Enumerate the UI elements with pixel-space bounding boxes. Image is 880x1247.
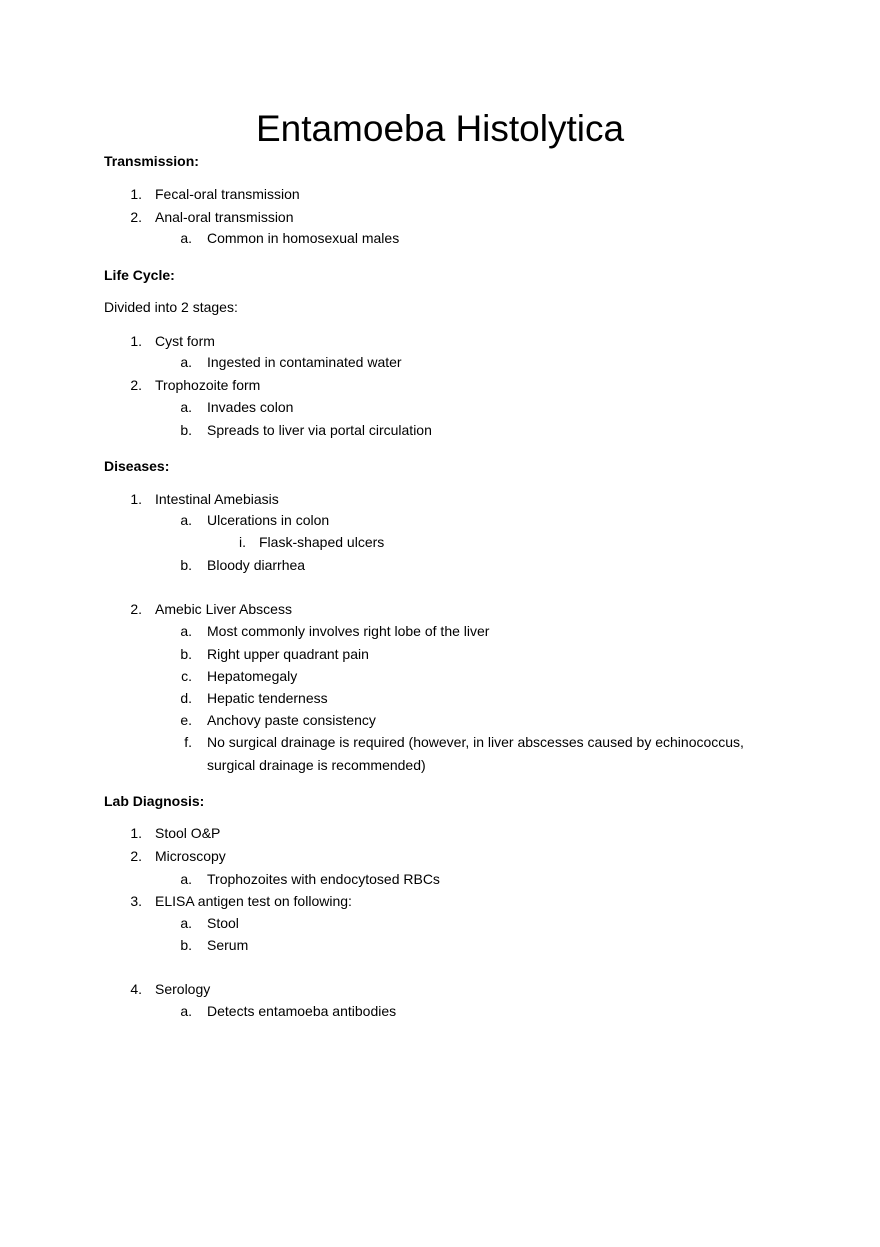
sub-list-marker: a. bbox=[180, 354, 192, 370]
sub-list-item: Detects entamoeba antibodies bbox=[207, 1003, 397, 1019]
sub-list-marker: b. bbox=[180, 422, 192, 438]
sub-list-item: Bloody diarrhea bbox=[207, 557, 306, 573]
list-item: Serology bbox=[155, 981, 211, 997]
list-marker: 1. bbox=[130, 491, 142, 507]
list-marker: 3. bbox=[130, 893, 142, 909]
sub-sub-list-item: Flask-shaped ulcers bbox=[259, 534, 385, 550]
sub-list-marker: b. bbox=[180, 937, 192, 953]
list-item: Trophozoite form bbox=[155, 377, 261, 393]
sub-list-marker: c. bbox=[181, 668, 192, 684]
sub-list-item: No surgical drainage is required (however, in liver abscesses caused by echinococcus, bbox=[207, 734, 744, 750]
list-marker: 2. bbox=[130, 848, 142, 864]
sub-list-item: Hepatomegaly bbox=[207, 668, 298, 684]
sub-list-marker: b. bbox=[180, 557, 192, 573]
list-marker: 1. bbox=[130, 333, 142, 349]
sub-list-item: Anchovy paste consistency bbox=[207, 712, 376, 728]
sub-list-item-continuation: surgical drainage is recommended) bbox=[207, 757, 426, 773]
list-marker: 1. bbox=[130, 186, 142, 202]
sub-list-item: Stool bbox=[207, 915, 239, 931]
sub-list-marker: a. bbox=[180, 1003, 192, 1019]
sub-list-marker: a. bbox=[180, 512, 192, 528]
sub-list-item: Trophozoites with endocytosed RBCs bbox=[207, 871, 440, 887]
list-item: Intestinal Amebiasis bbox=[155, 491, 279, 507]
list-marker: 2. bbox=[130, 601, 142, 617]
list-marker: 1. bbox=[130, 825, 142, 841]
sub-list-marker: b. bbox=[180, 646, 192, 662]
document-title: Entamoeba Histolytica bbox=[255, 108, 625, 149]
sub-list-item: Common in homosexual males bbox=[207, 230, 400, 246]
sub-list-item: Spreads to liver via portal circulation bbox=[207, 422, 432, 438]
sub-list-marker: a. bbox=[180, 230, 192, 246]
sub-list-item: Invades colon bbox=[207, 399, 294, 415]
sub-list-marker: a. bbox=[180, 871, 192, 887]
sub-list-item: Serum bbox=[207, 937, 249, 953]
sub-list-item: Ingested in contaminated water bbox=[207, 354, 402, 370]
list-item: Fecal-oral transmission bbox=[155, 186, 300, 202]
sub-list-marker: e. bbox=[180, 712, 192, 728]
list-item: Cyst form bbox=[155, 333, 215, 349]
list-item: Microscopy bbox=[155, 848, 226, 864]
sub-list-item: Hepatic tenderness bbox=[207, 690, 328, 706]
list-item: Stool O&P bbox=[155, 825, 221, 841]
sub-list-marker: f. bbox=[184, 734, 192, 750]
section-intro: Divided into 2 stages: bbox=[104, 299, 238, 315]
list-marker: 2. bbox=[130, 377, 142, 393]
list-item: Anal-oral transmission bbox=[155, 209, 294, 225]
list-marker: 4. bbox=[130, 981, 142, 997]
sub-list-marker: d. bbox=[180, 690, 192, 706]
list-item: Amebic Liver Abscess bbox=[155, 601, 292, 617]
sub-list-marker: a. bbox=[180, 623, 192, 639]
section-heading-transmission: Transmission: bbox=[104, 153, 199, 169]
sub-list-marker: a. bbox=[180, 915, 192, 931]
section-heading-life-cycle: Life Cycle: bbox=[104, 267, 175, 283]
sub-list-item: Most commonly involves right lobe of the liver bbox=[207, 623, 490, 639]
list-marker: 2. bbox=[130, 209, 142, 225]
sub-sub-list-marker: i. bbox=[239, 534, 246, 550]
sub-list-item: Right upper quadrant pain bbox=[207, 646, 369, 662]
section-heading-diseases: Diseases: bbox=[104, 458, 170, 474]
sub-list-marker: a. bbox=[180, 399, 192, 415]
sub-list-item: Ulcerations in colon bbox=[207, 512, 330, 528]
list-item: ELISA antigen test on following: bbox=[155, 893, 352, 909]
section-heading-lab-diagnosis: Lab Diagnosis: bbox=[104, 793, 205, 809]
